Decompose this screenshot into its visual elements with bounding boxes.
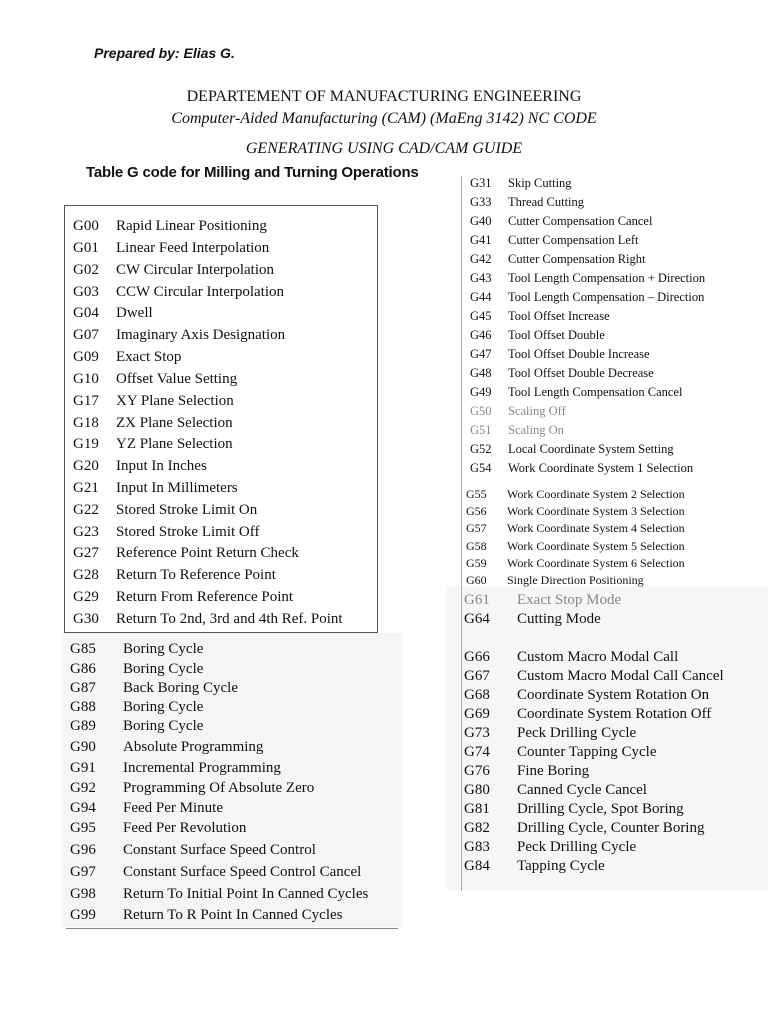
g-code-description: Reference Point Return Check [116, 545, 299, 561]
g-code: G44 [470, 290, 492, 304]
g-code: G46 [470, 328, 492, 342]
g-code: G85 [70, 641, 96, 657]
department-heading: DEPARTEMENT OF MANUFACTURING ENGINEERING [186, 88, 582, 105]
left-code-list-1 [73, 218, 373, 630]
g-code-description: Stored Stroke Limit Off [116, 524, 260, 540]
g-code-description: Peck Drilling Cycle [517, 839, 637, 855]
g-code-description: Offset Value Setting [116, 371, 238, 387]
g-code-description: Work Coordinate System 5 Selection [507, 539, 685, 553]
course-title: Computer-Aided Manufacturing (CAM) (MaEng 3142) NC CODE [171, 110, 597, 127]
right-code-list-3 [464, 592, 766, 882]
g-code: G01 [73, 240, 99, 256]
g-code: G89 [70, 718, 96, 734]
g-code: G18 [73, 415, 99, 431]
g-code-description: Programming Of Absolute Zero [123, 780, 315, 796]
g-code: G74 [464, 744, 490, 760]
g-code: G81 [464, 801, 490, 817]
g-code: G60 [466, 573, 487, 587]
g-code-description: Imaginary Axis Designation [116, 327, 286, 343]
g-code-description: Custom Macro Modal Call [517, 649, 679, 665]
g-code: G31 [470, 176, 492, 190]
g-code-description: XY Plane Selection [116, 393, 234, 409]
g-code-description: Tool Length Compensation + Direction [508, 271, 706, 285]
left-code-list-2 [70, 641, 400, 926]
g-code-description: Work Coordinate System 1 Selection [508, 461, 694, 475]
g-code: G55 [466, 487, 487, 501]
g-code-description: Work Coordinate System 3 Selection [507, 504, 685, 518]
g-code: G97 [70, 864, 96, 880]
g-code-description: Work Coordinate System 4 Selection [507, 521, 685, 535]
g-code: G96 [70, 842, 96, 858]
g-code: G99 [70, 907, 96, 923]
g-code: G21 [73, 480, 99, 496]
g-code-description: Boring Cycle [123, 641, 204, 657]
g-code: G09 [73, 349, 99, 365]
g-code: G80 [464, 782, 490, 798]
g-code: G59 [466, 556, 487, 570]
g-code-description: Tapping Cycle [517, 858, 605, 874]
g-code: G83 [464, 839, 490, 855]
g-code: G64 [464, 611, 490, 627]
g-code: G19 [73, 436, 99, 452]
g-code: G90 [70, 739, 96, 755]
g-code-description: Scaling On [508, 423, 564, 437]
g-code: G45 [470, 309, 492, 323]
g-code-description: YZ Plane Selection [116, 436, 233, 452]
g-code: G95 [70, 820, 96, 836]
g-code-description: Cutter Compensation Left [508, 233, 639, 247]
g-code: G41 [470, 233, 492, 247]
g-code-description: Coordinate System Rotation Off [517, 706, 712, 722]
right-code-list-1 [470, 176, 765, 476]
g-code-description: Input In Inches [116, 458, 207, 474]
g-code-description: Return To Initial Point In Canned Cycles [123, 886, 369, 902]
g-code-description: Absolute Programming [123, 739, 264, 755]
g-code-description: Boring Cycle [123, 718, 204, 734]
g-code-description: Tool Length Compensation Cancel [508, 385, 683, 399]
g-code-description: Work Coordinate System 6 Selection [507, 556, 685, 570]
g-code: G68 [464, 687, 490, 703]
g-code-description: Constant Surface Speed Control Cancel [123, 864, 362, 880]
g-code: G10 [73, 371, 99, 387]
g-code: G54 [470, 461, 492, 475]
g-code-description: Work Coordinate System 2 Selection [507, 487, 685, 501]
g-code: G04 [73, 305, 99, 321]
g-code: G61 [464, 592, 490, 608]
g-code: G67 [464, 668, 490, 684]
table-title: Table G code for Milling and Turning Operations [86, 164, 419, 181]
g-code-description: Cutting Mode [517, 611, 601, 627]
g-code: G92 [70, 780, 96, 796]
g-code-description: Canned Cycle Cancel [517, 782, 647, 798]
g-code: G49 [470, 385, 492, 399]
g-code-description: Return From Reference Point [116, 589, 294, 605]
g-code-description: Stored Stroke Limit On [116, 502, 258, 518]
g-code: G02 [73, 262, 99, 278]
g-code-description: Linear Feed Interpolation [116, 240, 270, 256]
g-code: G50 [470, 404, 492, 418]
g-code-description: Cutter Compensation Cancel [508, 214, 653, 228]
g-code: G66 [464, 649, 490, 665]
g-code: G51 [470, 423, 492, 437]
g-code-description: Dwell [116, 305, 153, 321]
g-code: G33 [470, 195, 492, 209]
g-code-description: Return To R Point In Canned Cycles [123, 907, 343, 923]
g-code-description: Input In Millimeters [116, 480, 238, 496]
g-code-description: Tool Offset Double Increase [508, 347, 650, 361]
g-code-description: Counter Tapping Cycle [517, 744, 657, 760]
g-code-description: Return To 2nd, 3rd and 4th Ref. Point [116, 611, 343, 627]
g-code: G56 [466, 504, 487, 518]
g-code: G84 [464, 858, 490, 874]
g-code-description: Tool Offset Double [508, 328, 605, 342]
prepared-by: Prepared by: Elias G. [94, 45, 235, 61]
g-code-description: Exact Stop [116, 349, 182, 365]
g-code-description: Skip Cutting [508, 176, 572, 190]
g-code-description: Return To Reference Point [116, 567, 276, 583]
g-code-description: ZX Plane Selection [116, 415, 233, 431]
g-code-description: CCW Circular Interpolation [116, 284, 285, 300]
g-code: G27 [73, 545, 99, 561]
g-code: G76 [464, 763, 490, 779]
g-code: G86 [70, 661, 96, 677]
g-code-description: Custom Macro Modal Call Cancel [517, 668, 724, 684]
g-code: G87 [70, 680, 96, 696]
g-code-description: Drilling Cycle, Counter Boring [517, 820, 705, 836]
g-code-description: CW Circular Interpolation [116, 262, 275, 278]
g-code-description: Rapid Linear Positioning [116, 218, 267, 234]
g-code-description: Drilling Cycle, Spot Boring [517, 801, 684, 817]
g-code: G40 [470, 214, 492, 228]
g-code-description: Single Direction Positioning [507, 573, 644, 587]
g-code-description: Incremental Programming [123, 760, 281, 776]
g-code: G47 [470, 347, 492, 361]
g-code-description: Constant Surface Speed Control [123, 842, 316, 858]
g-code: G48 [470, 366, 492, 380]
g-code: G03 [73, 284, 99, 300]
g-code: G91 [70, 760, 96, 776]
g-code-description: Thread Cutting [508, 195, 585, 209]
g-code: G88 [70, 699, 96, 715]
g-code-description: Local Coordinate System Setting [508, 442, 674, 456]
g-code-description: Boring Cycle [123, 661, 204, 677]
column-divider [461, 176, 462, 891]
g-code-description: Feed Per Revolution [123, 820, 247, 836]
g-code-description: Tool Length Compensation – Direction [508, 290, 705, 304]
g-code-description: Boring Cycle [123, 699, 204, 715]
g-code: G20 [73, 458, 99, 474]
g-code: G29 [73, 589, 99, 605]
g-code-description: Peck Drilling Cycle [517, 725, 637, 741]
document-subtitle: GENERATING USING CAD/CAM GUIDE [245, 140, 523, 157]
g-code-description: Back Boring Cycle [123, 680, 238, 696]
g-code: G00 [73, 218, 99, 234]
g-code-description: Exact Stop Mode [517, 592, 622, 608]
g-code: G58 [466, 539, 487, 553]
right-code-list-2 [466, 487, 766, 597]
g-code: G57 [466, 521, 487, 535]
g-code-description: Scaling Off [508, 404, 566, 418]
g-code: G07 [73, 327, 99, 343]
g-code: G30 [73, 611, 99, 627]
g-code: G42 [470, 252, 492, 266]
g-code-description: Fine Boring [517, 763, 590, 779]
g-code-description: Feed Per Minute [123, 800, 223, 816]
g-code: G94 [70, 800, 96, 816]
g-code-description: Tool Offset Double Decrease [508, 366, 654, 380]
g-code-description: Coordinate System Rotation On [517, 687, 710, 703]
g-code: G69 [464, 706, 490, 722]
g-code: G43 [470, 271, 492, 285]
g-code: G82 [464, 820, 490, 836]
g-code: G23 [73, 524, 99, 540]
g-code: G73 [464, 725, 490, 741]
g-code: G17 [73, 393, 99, 409]
g-code-description: Tool Offset Increase [508, 309, 610, 323]
g-code-description: Cutter Compensation Right [508, 252, 646, 266]
g-code: G28 [73, 567, 99, 583]
g-code: G98 [70, 886, 96, 902]
g-code: G22 [73, 502, 99, 518]
g-code: G52 [470, 442, 492, 456]
table-bottom-rule [66, 928, 398, 929]
